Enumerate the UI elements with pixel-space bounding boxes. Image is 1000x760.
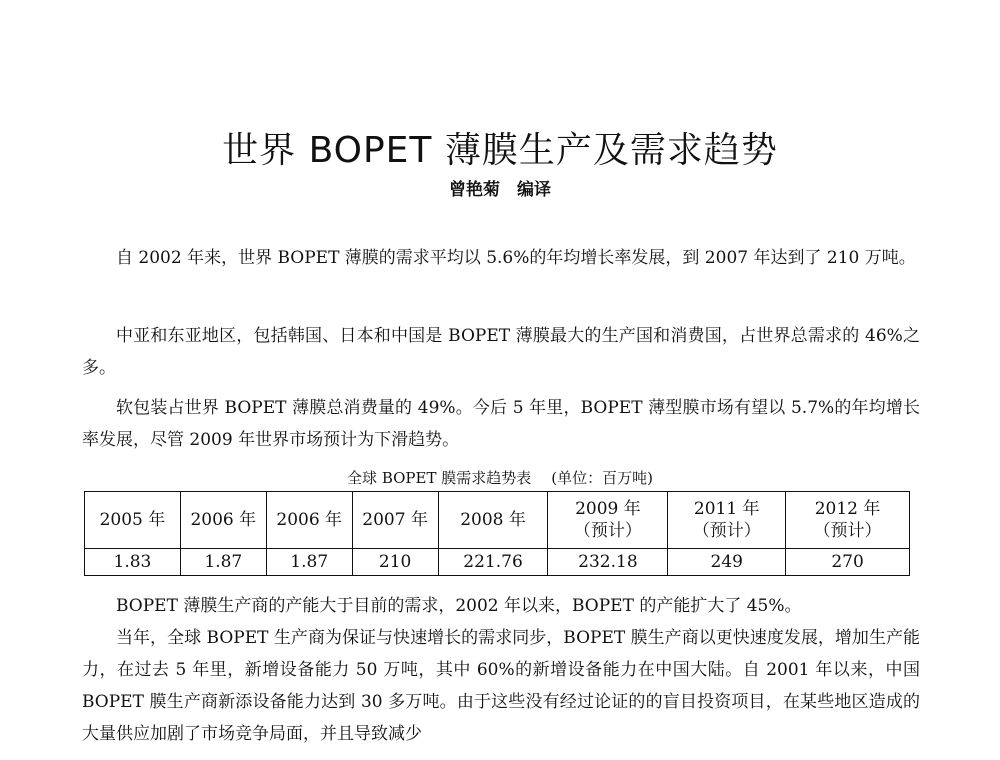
table-header-row (85, 492, 910, 549)
table-header-cell: 2006 年 (180, 492, 266, 549)
table-cell: 1.87 (180, 549, 266, 576)
table-header-cell: 2008 年 (438, 492, 548, 549)
table-header-cell: 2012 年 （预计） (786, 492, 910, 549)
table-header-cell: 2005 年 (85, 492, 181, 549)
table-unit: (单位：百万吨) (551, 469, 653, 487)
demand-table (84, 491, 910, 576)
table-cell: 210 (352, 549, 438, 576)
table-header-cell: 2006 年 (266, 492, 352, 549)
table-cell: 270 (786, 549, 910, 576)
paragraph-5: 当年，全球 BOPET 生产商为保证与快速增长的需求同步，BOPET 膜生产商以更快速度发展，增加生产能力，在过去 5 年里，新增设备能力 50 万吨，其中 60%的新增设备能力在中国大陆。自 2001 年以来，中国 BOPET 膜生产商新添设备能力达到 30 多万吨。由于这些没有经过论证的的盲目投资项目，在某些地区造成的大量供应加剧了市场竞争局面，并且导致减少 (82, 628, 920, 744)
table-cell: 221.76 (438, 549, 548, 576)
table-caption-title: 全球 BOPET 膜需求趋势表 (347, 469, 532, 487)
paragraph-1: 自 2002 年来，世界 BOPET 薄膜的需求平均以 5.6%的年均增长率发展，到 2007 年达到了 210 万吨。 (116, 248, 916, 268)
paragraph-2: 中亚和东亚地区，包括韩国、日本和中国是 BOPET 薄膜最大的生产国和消费国，占世界总需求的 46%之多。 (82, 326, 920, 378)
table-cell: 249 (668, 549, 786, 576)
table-row (85, 549, 910, 576)
table-caption (0, 467, 1000, 488)
table-cell: 232.18 (548, 549, 668, 576)
table-header-cell: 2007 年 (352, 492, 438, 549)
table-header-cell: 2009 年 （预计） (548, 492, 668, 549)
table-header-cell: 2011 年 （预计） (668, 492, 786, 549)
article-author: 曾艳菊 编译 (449, 180, 551, 200)
article-title: 世界 BOPET 薄膜生产及需求趋势 (222, 130, 778, 171)
paragraph-4: BOPET 薄膜生产商的产能大于目前的需求，2002 年以来，BOPET 的产能扩大了 45%。 (116, 596, 802, 616)
table-cell: 1.83 (85, 549, 181, 576)
paragraph-3: 软包装占世界 BOPET 薄膜总消费量的 49%。今后 5 年里，BOPET 薄型膜市场有望以 5.7%的年均增长率发展，尽管 2009 年世界市场预计为下滑趋势。 (82, 398, 920, 450)
table-cell: 1.87 (266, 549, 352, 576)
